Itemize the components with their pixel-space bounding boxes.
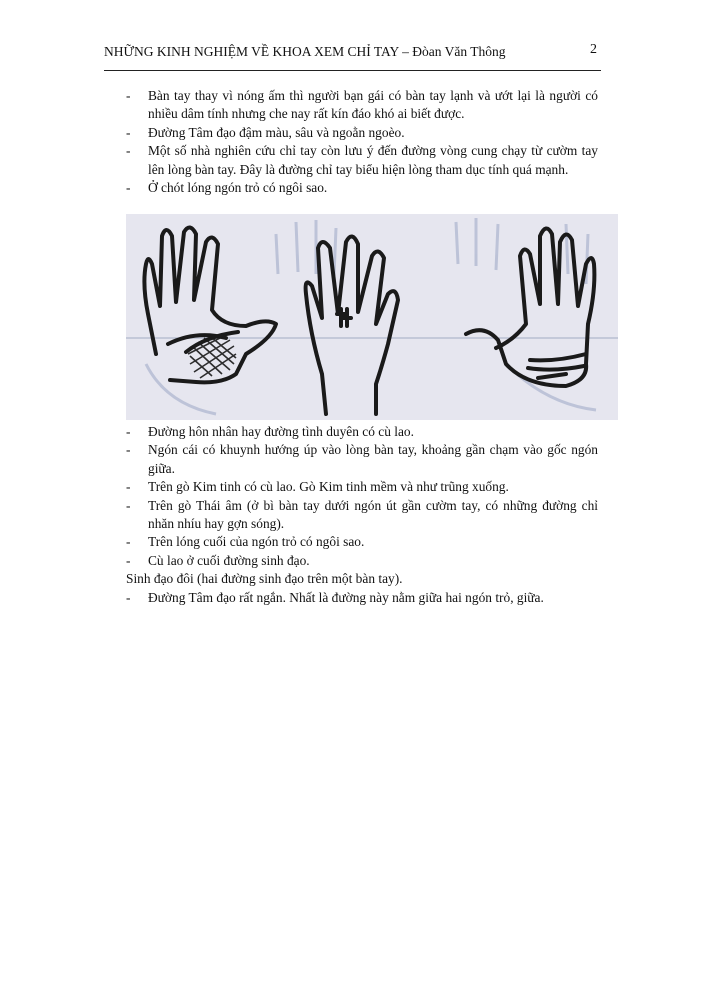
palm-sketches-image (126, 214, 618, 420)
page-number: 2 (590, 42, 597, 57)
list-item: - Trên gò Kim tinh có cù lao. Gò Kim tinh mềm và như trũng xuống. (126, 479, 509, 495)
list-item: - Ở chót lóng ngón trỏ có ngôi sao. (126, 180, 328, 196)
list-item: - Trên lóng cuối của ngón trỏ có ngôi sao. (126, 534, 365, 550)
list-item: - Đường Tâm đạo đậm màu, sâu và ngoằn ngoèo. (126, 124, 405, 140)
list-item: - Đường Tâm đạo rất ngắn. Nhất là đường này nằm giữa hai ngón trỏ, giữa. (126, 589, 544, 605)
list-item: - Cù lao ở cuối đường sinh đạo. (126, 552, 310, 568)
bottom-list (126, 423, 598, 607)
list-item: - Ngón cái có khuynh hướng úp vào lòng bàn tay, khoảng gần chạm vào gốc ngón giữa. (126, 442, 598, 476)
top-list (126, 87, 598, 197)
list-item: - Một số nhà nghiên cứu chỉ tay còn lưu ý đến đường vòng cung chạy từ cườm tay lên lòng bàn tay. Đây là đường chỉ tay biểu hiện lòng tham dục tính quá mạnh. (126, 143, 598, 177)
list-item: - Trên gò Thái âm (ở bì bàn tay dưới ngón út gần cườm tay, có những đường chỉ nhăn nhíu hay gợn sóng). (126, 497, 598, 532)
list-item: - Bàn tay thay vì nóng ấm thì người bạn gái có bàn tay lạnh và ướt lại là người có nhiều dâm tính nhưng che nay rất kín đáo khó ai biết được. (126, 88, 598, 122)
list-item: - Đường hôn nhân hay đường tình duyên có cù lao. (126, 424, 414, 439)
header-title: NHỮNG KINH NGHIỆM VỀ KHOA XEM CHỈ TAY – Đòan Văn Thông (104, 44, 506, 59)
palm-sketches-figure (126, 214, 618, 420)
section-line: Sinh đạo đôi (hai đường sinh đạo trên một bàn tay). (126, 571, 403, 587)
page-header (104, 42, 601, 71)
